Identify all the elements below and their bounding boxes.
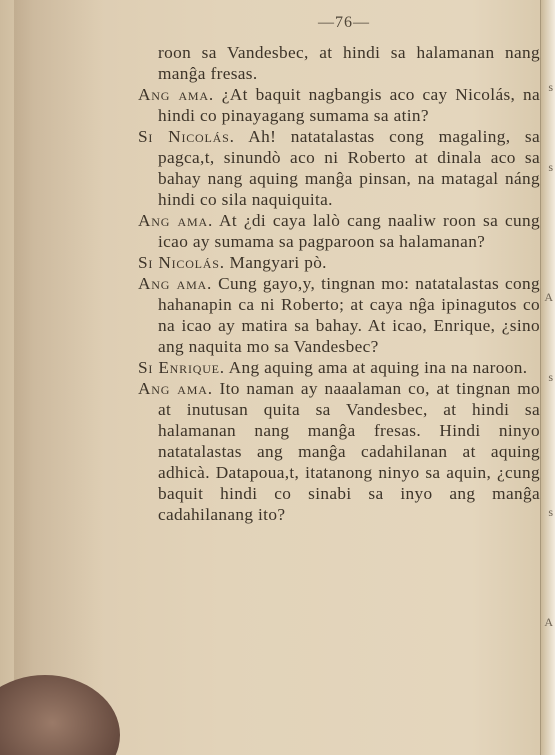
paragraph-text: ¿At baquit nagbangis aco cay Nicolás, na hindi co pinayagang sumama sa atin? <box>158 85 541 125</box>
paragraph <box>138 378 540 525</box>
paragraph-text: roon sa Vandesbec, at hindi sa halamanan nang manĝa fresas. <box>158 43 540 83</box>
speaker-label: Ang ama. <box>138 211 214 230</box>
page-edge <box>540 0 555 755</box>
paragraph <box>138 273 540 357</box>
thumb-photo <box>0 675 120 755</box>
margin-mark: s <box>548 80 553 94</box>
speaker-label: Si Nicolás. <box>138 127 235 146</box>
paragraph <box>138 42 540 84</box>
page-number: —76— <box>318 14 370 31</box>
paragraph-text: Ah! natatalastas cong magaling, sa pagca,t, sinundò aco ni Roberto at dinala aco sa bahay nang aquing manĝa pinsan, na matagal náng hindi co sila naquiquita. <box>158 127 541 209</box>
speaker-label: Si Nicolás. <box>138 253 225 272</box>
paragraph <box>138 126 540 210</box>
margin-mark: s <box>548 160 553 174</box>
body-text <box>138 42 540 525</box>
paragraph <box>138 84 540 126</box>
margin-mark: A <box>544 615 553 629</box>
speaker-label: Ang ama. <box>138 85 214 104</box>
speaker-label: Ang ama. <box>138 274 213 293</box>
paragraph <box>138 357 540 378</box>
speaker-label: Si Enrique. <box>138 358 225 377</box>
margin-mark: s <box>548 370 553 384</box>
paragraph-text: At ¿di caya lalò cang naaliw roon sa cung icao ay sumama sa pagparoon sa halamanan? <box>158 211 540 251</box>
margin-mark: s <box>548 505 553 519</box>
paragraph-text: Ito naman ay naaalaman co, at tingnan mo at inutusan quita sa Vandesbec, at hindi sa halamanan nang manĝa fresas. Hindi ninyo natatalastas ang manĝa cadahilanan at aquing adhicà. Datapoua,t, itatanong ninyo sa aquin, ¿cung baquit hindi co sinabi sa inyo ang manĝa cadahilanang ito? <box>158 379 540 524</box>
paragraph-text: Cung gayo,y, tingnan mo: natatalastas cong hahanapin ca ni Roberto; at caya nĝa ipinagutos co na icao ay matira sa bahay. At icao, Enrique, ¿sino ang naquita mo sa Vandesbec? <box>158 274 540 356</box>
margin-mark: A <box>544 290 553 304</box>
paragraph-text: Mangyari pò. <box>229 253 327 272</box>
speaker-label: Ang ama. <box>138 379 213 398</box>
paragraph <box>138 252 540 273</box>
paragraph <box>138 210 540 252</box>
paragraph-text: Ang aquing ama at aquing ina na naroon. <box>228 358 528 377</box>
